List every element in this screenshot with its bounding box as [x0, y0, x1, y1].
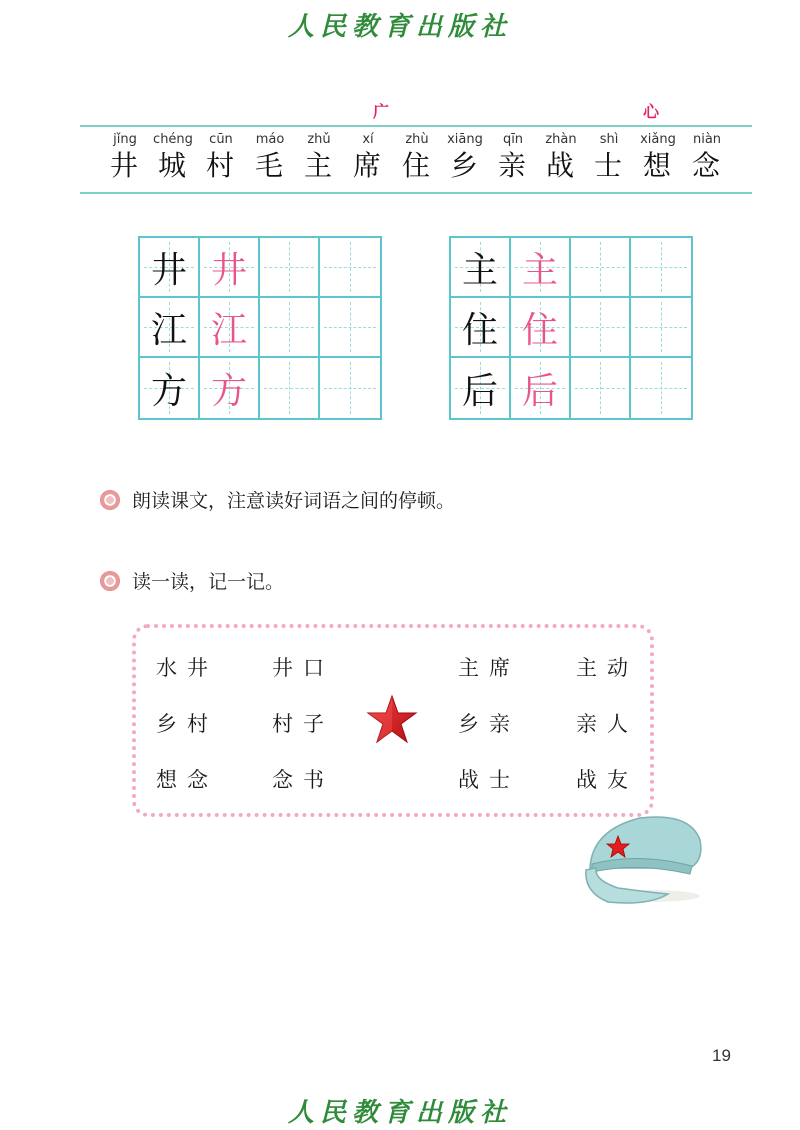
grid-cell: [140, 238, 200, 298]
grid-cell-blank[interactable]: [320, 358, 380, 418]
character: 乡: [449, 149, 480, 182]
instruction-read-remember: 读一读，记一记。: [132, 571, 285, 593]
trace-character: 主: [521, 249, 558, 291]
grid-cell-blank[interactable]: [631, 358, 691, 418]
grid-cell: [511, 238, 571, 298]
grid-cell: [200, 298, 260, 358]
trace-character: 井: [210, 249, 247, 291]
pinyin: zhù: [405, 132, 429, 147]
vocab-word: [442, 131, 488, 183]
character: 主: [303, 149, 334, 182]
character: 毛: [254, 149, 285, 182]
grid-cell-blank[interactable]: [320, 298, 380, 358]
vocab-word: [586, 131, 632, 183]
trace-character: 江: [210, 309, 247, 351]
grid-cell-blank[interactable]: [260, 358, 320, 418]
model-character: 后: [461, 370, 498, 412]
pinyin: niàn: [692, 132, 722, 147]
pinyin: zhǔ: [307, 132, 331, 147]
vocab-word: [394, 131, 440, 183]
instruction-read-aloud: 朗读课文，注意读好词语之间的停顿。: [132, 490, 456, 512]
character: 念: [691, 149, 722, 182]
grid-cell: [140, 298, 200, 358]
writing-grid-left: [138, 236, 382, 420]
pinyin: shì: [599, 132, 619, 147]
vocab-word: [684, 131, 730, 183]
pinyin: zhàn: [545, 132, 577, 147]
grid-cell: [451, 238, 511, 298]
character: 战: [545, 149, 576, 182]
vocab-word: [296, 131, 342, 183]
grid-cell-blank[interactable]: [320, 238, 380, 298]
model-character: 住: [461, 309, 498, 351]
character: 井: [109, 149, 140, 182]
vocab-word: [102, 131, 148, 183]
word-term: 念书: [272, 768, 334, 792]
word-term: 水井: [156, 656, 218, 680]
vocab-word: [538, 131, 584, 183]
seal-bullet-icon: [100, 571, 120, 591]
model-character: 方: [150, 370, 187, 412]
publisher-header: 人民教育出版社: [287, 12, 512, 42]
vocab-word: [490, 131, 536, 183]
word-term: 亲人: [576, 712, 638, 736]
trace-character: 后: [521, 370, 558, 412]
pinyin: qīn: [502, 132, 524, 147]
grid-cell: [200, 238, 260, 298]
word-term: 战友: [576, 768, 638, 792]
pinyin: jǐng: [113, 132, 137, 147]
word-term: 乡亲: [458, 712, 520, 736]
trace-character: 方: [210, 370, 247, 412]
grid-cell-blank[interactable]: [631, 298, 691, 358]
grid-cell-blank[interactable]: [571, 238, 631, 298]
character: 席: [352, 149, 383, 182]
vocab-word: [635, 131, 681, 183]
grid-cell: [511, 298, 571, 358]
word-term: 村子: [272, 712, 334, 736]
vocabulary-row: [80, 125, 752, 194]
pinyin: xiǎng: [640, 132, 676, 147]
pinyin: cūn: [209, 132, 233, 147]
vocab-word: [345, 131, 391, 183]
grid-cell-blank[interactable]: [571, 358, 631, 418]
word-term: 井口: [272, 656, 334, 680]
soldier-cap-icon: [578, 808, 708, 908]
pinyin: xí: [362, 132, 374, 147]
page-number: 19: [712, 1046, 731, 1065]
model-character: 井: [150, 249, 187, 291]
pinyin: xiāng: [447, 132, 483, 147]
word-term: 想念: [156, 768, 218, 792]
word-term: 乡村: [156, 712, 218, 736]
vocab-word: [247, 131, 293, 183]
character: 士: [593, 149, 624, 182]
pinyin: chéng: [153, 132, 193, 147]
character: 村: [205, 149, 236, 182]
model-character: 江: [150, 309, 187, 351]
vocab-word: [150, 131, 196, 183]
character: 城: [157, 149, 188, 182]
grid-cell: [200, 358, 260, 418]
character: 住: [401, 149, 432, 182]
grid-cell: [451, 298, 511, 358]
character: 亲: [497, 149, 528, 182]
radical-hint: 广: [373, 102, 390, 121]
publisher-footer: 人民教育出版社: [287, 1098, 512, 1128]
word-term: 战士: [458, 768, 520, 792]
grid-cell-blank[interactable]: [260, 298, 320, 358]
pinyin: máo: [255, 132, 285, 147]
vocab-word: [198, 131, 244, 183]
word-term: 主动: [576, 656, 638, 680]
grid-cell-blank[interactable]: [571, 298, 631, 358]
radical-hint: 心: [643, 102, 660, 121]
character: 想: [642, 149, 673, 182]
grid-cell: [511, 358, 571, 418]
grid-cell: [451, 358, 511, 418]
word-term: 主席: [458, 656, 520, 680]
grid-cell-blank[interactable]: [631, 238, 691, 298]
seal-bullet-icon: [100, 490, 120, 510]
writing-grid-right: [449, 236, 693, 420]
grid-cell-blank[interactable]: [260, 238, 320, 298]
trace-character: 住: [521, 309, 558, 351]
model-character: 主: [461, 249, 498, 291]
red-star-icon: [366, 694, 418, 744]
grid-cell: [140, 358, 200, 418]
